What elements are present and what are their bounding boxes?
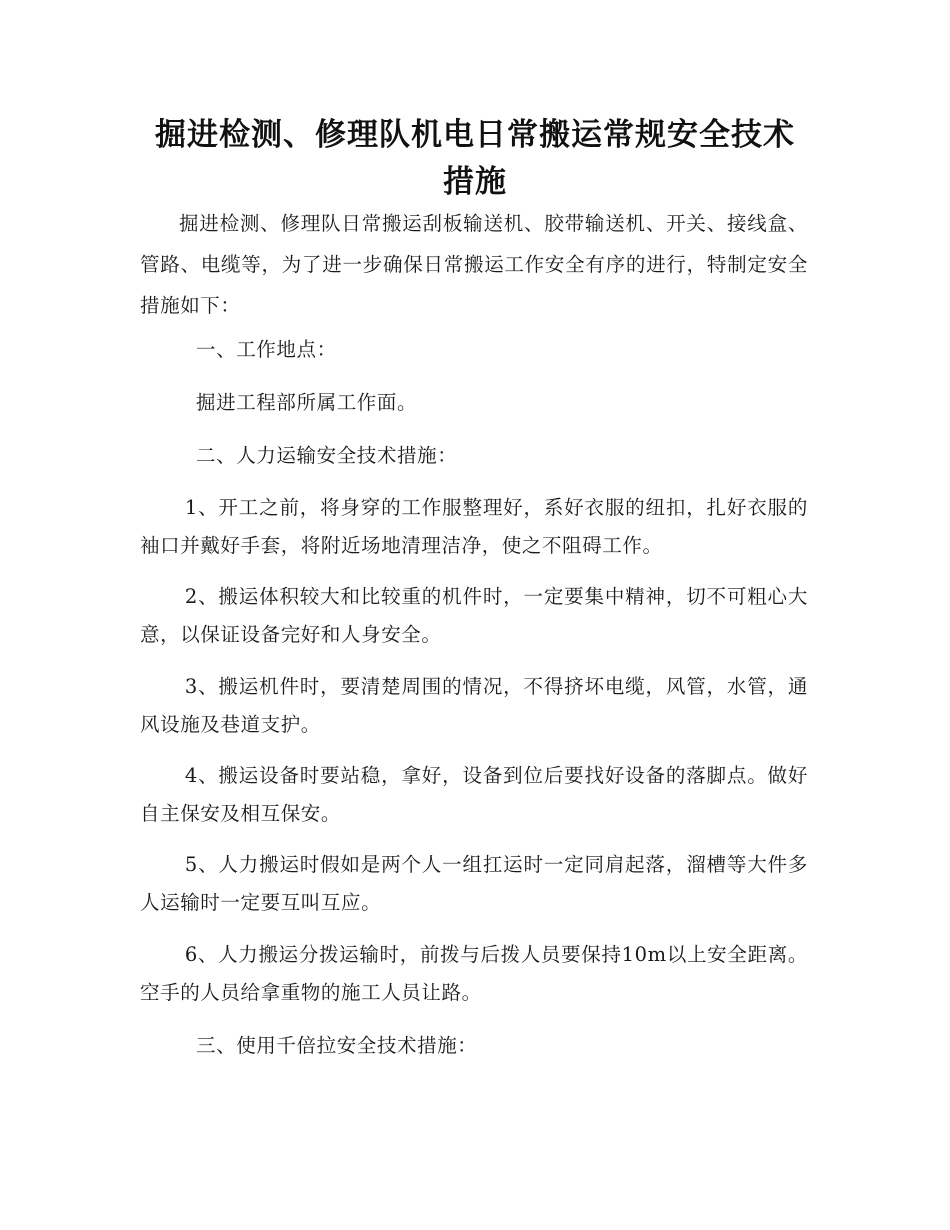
section-1-text: 掘进工程部所属工作面。 [196,391,418,414]
document-title: 掘进检测、修理队机电日常搬运常规安全技术措施 [155,117,795,200]
section-3-heading: 三、使用千倍拉安全技术措施： [196,1034,478,1057]
section-2-heading: 二、人力运输安全技术措施： [196,444,458,467]
measure-item-1: 1、开工之前，将身穿的工作服整理好，系好衣服的纽扣，扎好衣服的袖口并戴好手套，将附近场地清理洁净，使之不阻碍工作。 [140,496,808,557]
measure-item-5: 5、人力搬运时假如是两个人一组扛运时一定同肩起落，溜槽等大件多人运输时一定要互叫互应。 [140,853,808,914]
intro-paragraph: 掘进检测、修理队日常搬运刮板输送机、胶带输送机、开关、接线盒、管路、电缆等，为了进一步确保日常搬运工作安全有序的进行，特制定安全措施如下： [140,212,808,317]
section-1-heading: 一、工作地点： [196,338,337,361]
measure-item-6: 6、人力搬运分拨运输时，前拨与后拨人员要保持10m以上安全距离。空手的人员给拿重物的施工人员让路。 [140,943,808,1004]
measure-item-3: 3、搬运机件时，要清楚周围的情况，不得挤坏电缆，风管，水管，通风设施及巷道支护。 [140,675,808,736]
measure-item-4: 4、搬运设备时要站稳，拿好，设备到位后要找好设备的落脚点。做好自主保安及相互保安。 [140,764,808,825]
measure-item-2: 2、搬运体积较大和比较重的机件时，一定要集中精神，切不可粗心大意，以保证设备完好和人身安全。 [140,585,808,646]
